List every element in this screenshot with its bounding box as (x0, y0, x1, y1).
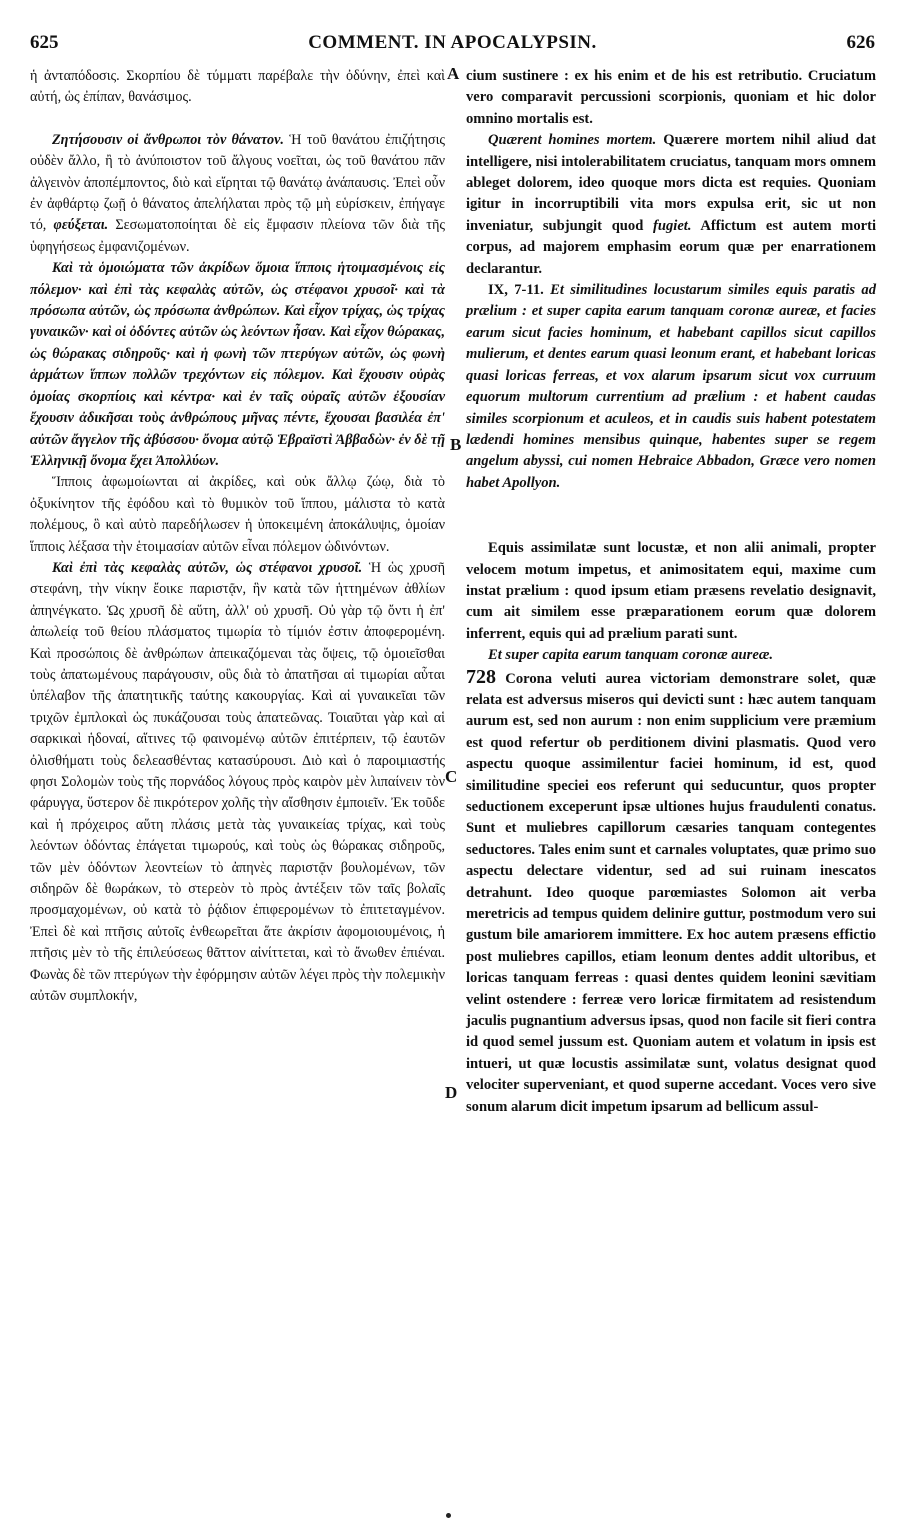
margin-marker-b: B (450, 435, 462, 454)
greek-lemma-2: Ζητήσουσιν οἱ ἄνθρωποι τὸν θάνατον. (52, 131, 284, 148)
margin-marker-c: C (445, 767, 458, 786)
verse-reference: IX, 7-11. (488, 282, 544, 299)
greek-fugei: φεύξεται. (53, 217, 109, 234)
column-number: 728 (466, 665, 496, 688)
page-number-right: 626 (846, 32, 875, 53)
latin-lemma-2: Quærent homines mortem. (488, 132, 657, 149)
margin-marker-d: D (445, 1083, 458, 1102)
latin-paragraph-2 (466, 130, 876, 280)
latin-lemma-5: Et super capita earum tanquam coronæ aureæ. (488, 647, 774, 664)
running-title: COMMENT. IN APOCALYPSIN. (308, 32, 597, 53)
greek-paragraph-3: Καὶ τὰ ὁμοιώματα τῶν ἀκρίδων ὅμοια ἵπποις ἡτοιμασμένοις εἰς πόλεμον· καὶ ἐπὶ τὰς κεφαλὰς αὐτῶν, ὡς στέφανοι χρυσοῖ· καὶ τὰ πρόσωπα αὐτῶν, ὡς πρόσωπα ἀνθρώπων. Καὶ εἶχον τρίχας, ὡς τρίχας γυναικῶν· καὶ οἱ ὀδόντες αὐτῶν ὡς λεόντων ἦσαν. Καὶ εἶχον θώρακας, ὡς θώρακας σιδηροῦς· καὶ ἡ φωνὴ τῶν πτερύγων αὐτῶν, ὡς φωνὴ ἁρμάτων ἵππων πολλῶν τρεχόντων εἰς πόλεμον. Καὶ ἔχουσιν οὐρὰς ὁμοίας σκορπίοις καὶ κέντρα· καὶ ἐν ταῖς οὐραῖς αὐτῶν ἐξουσίαν ἔχουσιν ἀδικῆσαι τοὺς ἀνθρώπους μῆνας πέντε, ἔχουσαι βασιλέα ἐπ' αὐτῶν ἄγγελον τῆς ἀβύσσου· ὄνομα αὐτῷ Ἑβραϊστὶ Ἀββαδὼν· ἐν δὲ τῇ Ἑλληνικῇ ὄνομα ἔχει Ἀπολλύων. (30, 260, 445, 469)
latin-column (466, 66, 876, 1118)
greek-text-2: Ἡ τοῦ θανάτου ἐπιζήτησις οὐδὲν ἄλλο, ἢ τὸ ἀνύποιστον τοῦ ἄλγους νοεῖται, ὡς τοῦ θανάτου πᾶν ἀλγεινὸν ἀποπέμποντος, διὸ καὶ εἴρηται τῷ θανάτῳ ἀνάπαυσις. Ἐπεὶ οὖν ἐν ἀφθάρτῳ ζωῇ ὁ θάνατος ἀπελήλαται πρὸς τῷ μὴ εὑρίσκειν, ἐπήγαγε τό, (30, 131, 446, 234)
greek-text-2-tail: Σεσωματοποίηται δὲ εἰς ἔμφασιν πλείονα τῶν διὰ τῆς ὑφηγήσεως ἐμφανιζομένων. (30, 217, 445, 255)
margin-marker-a: A (447, 64, 460, 83)
footer-dot (446, 1513, 451, 1518)
latin-fugiet: fugiet. (653, 217, 692, 234)
greek-lemma-5: Καὶ ἐπὶ τὰς κεφαλὰς αὐτῶν, ὡς στέφανοι χρυσοῖ. (52, 559, 363, 576)
page-header (30, 32, 875, 58)
latin-verse-text: Et similitudines locustarum similes equis paratis ad prælium : et super capita earum tanquam coronæ aureæ, et facies earum sicut facies hominum, et habebant capillos sicut capillos mulierum, et dentes earum quasi leonum erant, et habebant loricas quasi loricas ferreas, et vox alarum ipsarum sicut vox curruum equorum multorum currentium ad prælium : et habent caudas similes scorpionum et aculeos, et in caudis suis habent potestatem lædendi homines mensibus quinque, habentes super se regem angelum abyssi, cui nomen Hebraice Abbadon, Græce vero nomen habet Apollyon. (466, 282, 876, 491)
greek-column (30, 66, 445, 1007)
greek-paragraph-1: ἡ ἀνταπόδοσις. Σκορπίου δὲ τύμματι παρέβαλε τὴν ὀδύνην, ἐπεὶ καὶ αὐτή, ὡς ἐπίπαν, θανάσιμος. (30, 68, 445, 106)
latin-paragraph-4: Equis assimilatæ sunt locustæ, et non alii animali, propter velocem motum impetus, et animositatem equi, maxime cum instat prælium : quod ipsum etiam præsens revelatio designavit, cum ait similem esse præparationem eorum quæ dolorem inferrent, equis qui ad prælium parati sunt. (466, 540, 876, 642)
latin-text-2-tail: Affictum est autem morti corpus, ad majorem emphasim eorum quæ per enarrationem declarantur. (466, 217, 877, 277)
latin-paragraph-1: cium sustinere : ex his enim et de his est retributio. Cruciatum vero comparavit percussioni scorpionis, quoniam et hic dolor omnino mortalis est. (466, 68, 876, 127)
latin-paragraph-5 (466, 645, 876, 1118)
latin-text-2: Quærere mortem nihil aliud dat intelligere, nisi intolerabilitatem cruciatus, tanquam mors omnem ableget dolorem, ideo quoque mors dicta est requies. Quoniam igitur in incorruptibili vita mors expulsa erit, sic ut non inveniatur, subjungit quod (466, 132, 876, 234)
latin-text-5: Corona veluti aurea victoriam demonstrare solet, quæ relata est adversus miseros qui devicti sunt : hæc autem tanquam aurum est, sed non aurum : non enim supplicium vere præmium est quod refertur ob perditionem divini plasmatis. Quod vero aspectu quoque assimilentur faciei hominum, id est, quod similitudine speciei eos referunt qui seducuntur, quos propter seductionem exceperunt ipsæ ultiones hujus fraudulenti conatus. Sunt et muliebres capillorum cæsaries tanquam contegentes seductores. Tales enim sunt et carnales voluptates, quæ primo suo aspectu delectare videntur, sed ad sui ruinam inescatos detrahunt. Ideo quoque parœmiastes Solomon ait verba meretricis ad tempus quidem delinire guttur, postmodum vero sui gustum bile amariorem immittere. Ex hoc autem præsens effictio post muliebres capillos, etiam leonum dentes addit ultoribus, et loricas tanquam ferreas : quasi dentes quidem leonini sævitiam velint ostendere : ferreæ vero loricæ firmitatem ad resistendum jaculis pugnantium adversus ipsas, quod non facile sit fieri contra id quod semel jussum est. Quoniam autem et volatum in ipsis est intueri, ut quæ locustis assimilatæ sunt, volatus designat quod velociter superveniant, et quod superne accedant. Voces vero sive sonum alarum dicit impetum ipsarum ad bellicum assul- (466, 670, 876, 1115)
greek-paragraph-2 (30, 130, 445, 258)
greek-text-5: Ἡ ὡς χρυσῆ στεφάνη, τὴν νίκην ἔοικε παριστᾷν, ἣν κατὰ τῶν ἡττημένων ἀθλίων ἀπηνέγκατο. Ὡς χρυσῆ δὲ αὕτη, ἀλλ' οὐ χρυσῆ. Οὐ γὰρ τῷ ὄντι ἡ ἐπ' ἀπωλείᾳ τοῦ θείου πλάσματος τιμωρία τὸ τίμιόν ἐστιν ἀποφερομένη. Καὶ προσώποις δὲ ἀνθρώπων ἀπεικαζόμεναι τὰς ὄψεις, τῷ ὁμοιεῖσθαι τοὺς ἀπατωμένους παράγουσιν, οὓς διὰ τὸ ἀπατῆσαι αἱ τιμωρίαι αὗται ὑπέλαβον τῆς ἀπατητικῆς ταύτης κακουργίας. Καὶ αἱ γυναικεῖαι τῶν τριχῶν ἐμπλοκαὶ ὡς πυκάζουσαι τοὺς ἀπατεῶνας. Τοιαῦται γὰρ καὶ αἱ σαρκικαὶ ἡδοναί, αἵτινες τῷ φαινομένῳ αὐτῶν ἐπιτέρπειν, τῷ ἑαυτῶν ὀλισθήματι τοὺς δελεασθέντας κατασύρουσι. Διὸ καὶ ὁ παροιμιαστής φησι Σολομὼν τοὺς τῆς πορνάδος λόγους πρὸς καιρὸν μὲν λιπαίνειν τὸν φάρυγγα, ὕστερον δὲ πικρότερον χολῆς τὴν αἴσθησιν ἐμποιεῖν. Ἐκ τοῦδε καὶ ἡ πρόχειρος αὕτη πλάσις μετὰ τὰς γυναικείας τρίχας, καὶ τοὺς λεόντων ὀδόντας ἐπάγεται τιμωρούς, καὶ τοὺς ὡς θώρακας σιδηροῦς, τῶν μὲν ὀδόντων λεοντείων τὸ ἀπηνὲς παριστᾷν βουλομένων, τῶν σιδηρῶν δὲ θωράκων, τὸ στερεὸν τὸ πρὸς ἀντέξειν τῶν ταῖς βολαῖς προσμαχομένων, οὐ κατὰ τὸ ῥᾴδιον ἐπιφερομένων τὸ ἐπιτεταγμένον. Ἐπεὶ δὲ καὶ πτῆσις αὐτοῖς ἐνθεωρεῖται ἅτε ἀκρίσιν ἀφομοιουμένοις, ἡ πτῆσις μὲν τὸ τῆς ἐπιλεύσεως θᾶττον αἰνίττεται, καὶ τὸ ἄνωθεν ἐπιέναι. Φωνὰς δὲ τῶν πτερύγων τὴν ἐφόρμησιν αὐτῶν λέγει πρὸς τὴν πολεμικὴν αὐτῶν συμπλοκήν, (30, 559, 445, 1005)
greek-paragraph-4: Ἵπποις ἀφωμοίωνται αἱ ἀκρίδες, καὶ οὐκ ἄλλῳ ζώῳ, διὰ τὸ ὀξυκίνητον τῆς ἐφόδου καὶ τὸ θυμικὸν τοῦ ἵππου, μάλιστα τὸ κατὰ πολέμους, ὃ καὶ αὐτὸ παρεδήλωσεν ἡ ὑποκειμένη ἀποκάλυψις, ὁμοίαν ἵπποις λέξασα τὴν ἑτοιμασίαν αὐτῶν εἶναι πόλεμον ὠδινόντων. (30, 474, 445, 555)
latin-paragraph-3 (466, 280, 876, 494)
greek-paragraph-5 (30, 558, 445, 1008)
page-number-left: 625 (30, 32, 59, 53)
